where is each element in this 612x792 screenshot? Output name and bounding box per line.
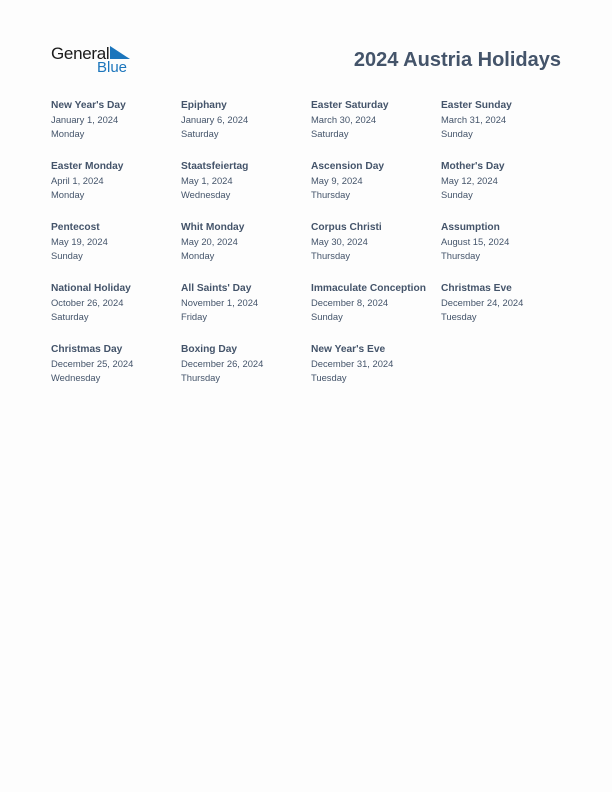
holiday-entry bbox=[441, 98, 563, 141]
holiday-grid bbox=[51, 98, 561, 385]
holiday-name: Easter Sunday bbox=[441, 100, 512, 111]
holiday-date: April 1, 2024 bbox=[51, 175, 104, 186]
holiday-name: Assumption bbox=[441, 222, 500, 233]
holiday-entry bbox=[441, 281, 563, 324]
holiday-weekday: Sunday bbox=[441, 128, 473, 139]
holiday-name: National Holiday bbox=[51, 283, 131, 294]
holiday-entry bbox=[441, 220, 563, 263]
holiday-entry bbox=[51, 220, 173, 263]
holiday-date: December 26, 2024 bbox=[181, 358, 264, 369]
holiday-name: Christmas Eve bbox=[441, 283, 512, 294]
holiday-date: January 1, 2024 bbox=[51, 114, 119, 125]
holiday-name: All Saints' Day bbox=[181, 283, 252, 294]
holiday-weekday: Monday bbox=[51, 128, 85, 139]
logo-text-blue: Blue bbox=[97, 59, 128, 76]
holiday-name: New Year's Day bbox=[51, 100, 126, 111]
holiday-date: May 12, 2024 bbox=[441, 175, 498, 186]
holiday-date: October 26, 2024 bbox=[51, 297, 124, 308]
logo-triangle-icon bbox=[110, 46, 130, 60]
holiday-weekday: Sunday bbox=[311, 311, 343, 322]
page-title: 2024 Austria Holidays bbox=[353, 49, 561, 71]
holiday-weekday: Monday bbox=[181, 250, 215, 261]
holiday-name: New Year's Eve bbox=[311, 344, 386, 355]
holiday-entry bbox=[181, 159, 303, 202]
holiday-entry bbox=[51, 159, 173, 202]
holiday-date: May 9, 2024 bbox=[311, 175, 363, 186]
holiday-weekday: Thursday bbox=[181, 372, 221, 383]
holiday-entry bbox=[311, 159, 433, 202]
holiday-date: May 30, 2024 bbox=[311, 236, 368, 247]
holiday-weekday: Tuesday bbox=[441, 311, 477, 322]
holiday-date: May 19, 2024 bbox=[51, 236, 108, 247]
holiday-entry bbox=[51, 281, 173, 324]
holiday-entry bbox=[441, 159, 563, 202]
holiday-weekday: Sunday bbox=[441, 189, 473, 200]
holiday-name: Immaculate Conception bbox=[311, 283, 426, 294]
holiday-entry bbox=[311, 98, 433, 141]
holiday-date: November 1, 2024 bbox=[181, 297, 259, 308]
holiday-name: Epiphany bbox=[181, 100, 227, 111]
holiday-weekday: Thursday bbox=[311, 189, 351, 200]
holiday-weekday: Monday bbox=[51, 189, 85, 200]
holiday-date: December 31, 2024 bbox=[311, 358, 394, 369]
generalblue-logo bbox=[51, 44, 133, 78]
holiday-weekday: Wednesday bbox=[181, 189, 231, 200]
holiday-date: December 8, 2024 bbox=[311, 297, 389, 308]
holiday-entry bbox=[311, 281, 433, 324]
holiday-weekday: Tuesday bbox=[311, 372, 347, 383]
holiday-name: Christmas Day bbox=[51, 344, 123, 355]
holiday-name: Easter Saturday bbox=[311, 100, 389, 111]
holiday-date: May 1, 2024 bbox=[181, 175, 233, 186]
holiday-name: Easter Monday bbox=[51, 161, 124, 172]
holiday-weekday: Saturday bbox=[311, 128, 349, 139]
holiday-weekday: Sunday bbox=[51, 250, 83, 261]
holiday-date: August 15, 2024 bbox=[441, 236, 510, 247]
holiday-entry bbox=[181, 281, 303, 324]
holiday-date: March 31, 2024 bbox=[441, 114, 507, 125]
holiday-entry bbox=[181, 220, 303, 263]
holiday-name: Boxing Day bbox=[181, 344, 238, 355]
holiday-entry bbox=[181, 98, 303, 141]
holiday-entry bbox=[181, 342, 303, 385]
holiday-date: March 30, 2024 bbox=[311, 114, 377, 125]
holiday-weekday: Thursday bbox=[311, 250, 351, 261]
logo-text-general: General bbox=[51, 44, 110, 63]
holiday-date: December 25, 2024 bbox=[51, 358, 134, 369]
holiday-date: January 6, 2024 bbox=[181, 114, 249, 125]
holiday-name: Corpus Christi bbox=[311, 222, 382, 233]
holiday-entry bbox=[311, 342, 433, 385]
holiday-entry bbox=[51, 342, 173, 385]
holiday-weekday: Friday bbox=[181, 311, 208, 322]
holiday-weekday: Thursday bbox=[441, 250, 481, 261]
holiday-date: December 24, 2024 bbox=[441, 297, 524, 308]
holiday-name: Ascension Day bbox=[311, 161, 385, 172]
holiday-entry bbox=[51, 98, 173, 141]
holiday-name: Whit Monday bbox=[181, 222, 245, 233]
holiday-weekday: Wednesday bbox=[51, 372, 101, 383]
holiday-name: Pentecost bbox=[51, 222, 100, 233]
holiday-weekday: Saturday bbox=[51, 311, 89, 322]
holiday-name: Mother's Day bbox=[441, 161, 505, 172]
holiday-name: Staatsfeiertag bbox=[181, 161, 249, 172]
holiday-weekday: Saturday bbox=[181, 128, 219, 139]
holiday-entry bbox=[311, 220, 433, 263]
holiday-date: May 20, 2024 bbox=[181, 236, 238, 247]
